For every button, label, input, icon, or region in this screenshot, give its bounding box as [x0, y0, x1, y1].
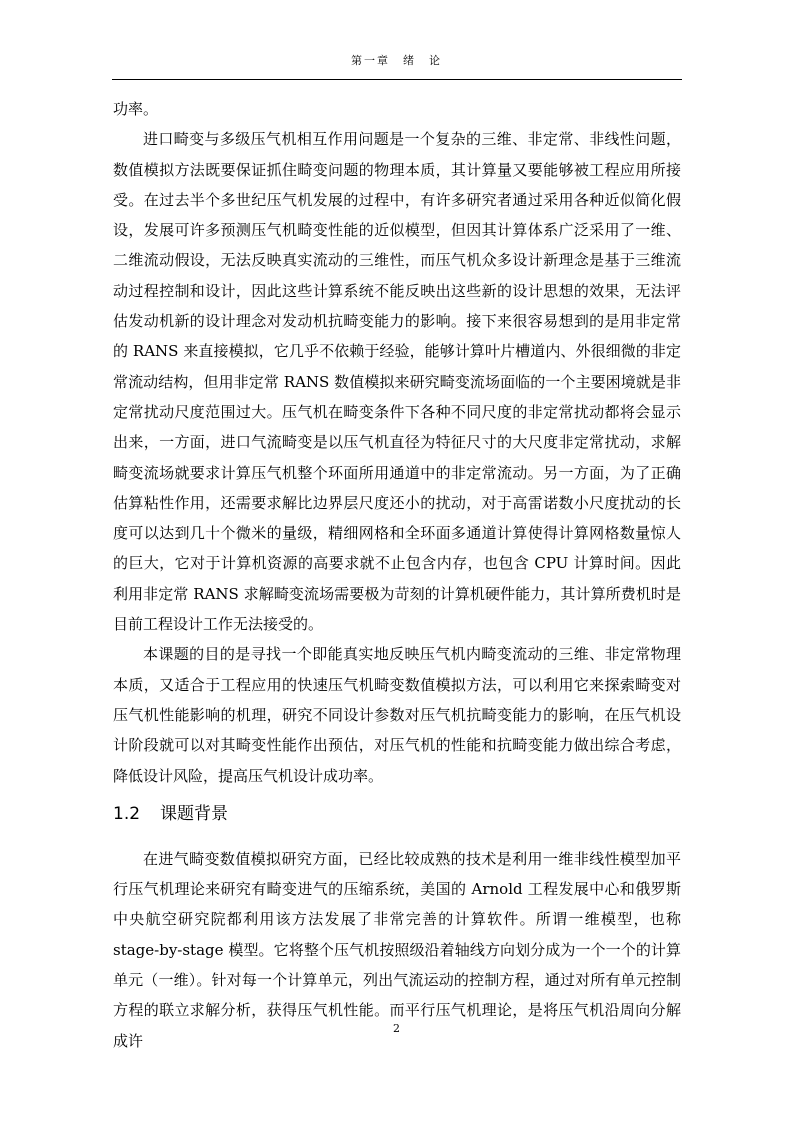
paragraph-continuation: 功率。	[113, 100, 159, 118]
page-number: 2	[393, 1022, 400, 1035]
running-header: 第一章 绪 论	[351, 54, 442, 67]
section-number: 1.2	[113, 803, 141, 824]
paragraph-background: 在进气畸变数值模拟研究方面，已经比较成熟的技术是利用一维非线性模型加平行压气机理论来研究有畸变进气的压缩系统，美国的 Arnold 工程发展中心和俄罗斯中央航空研究院都利用该方法发展了非常完善的计算软件。所谓一维模型，也称 stage-by-stage 模型。它将整个压气机按照级沿着轴线方向划分成为一个一个的计算单元（一维）。针对每一个计算单元，列出气流运动的控制方程，通过对所有单元控制方程的联立求解分析，获得压气机性能。而平行压气机理论，是将压气机沿周向分解成许	[113, 849, 681, 1050]
section-title: 课题背景	[160, 803, 229, 824]
paragraph-distortion-problem: 进口畸变与多级压气机相互作用问题是一个复杂的三维、非定常、非线性问题，数值模拟方法既要保证抓住畸变问题的物理本质，其计算量又要能够被工程应用所接受。在过去半个多世纪压气机发展的过程中，有许多研究者通过采用各种近似简化假设，发展可许多预测压气机畸变性能的近似模型，但因其计算体系广泛采用了一维、二维流动假设，无法反映真实流动的三维性，而压气机众多设计新理念是基于三维流动过程控制和设计，因此这些计算系统不能反映出这些新的设计思想的效果，无法评估发动机新的设计理念对发动机抗畸变能力的影响。接下来很容易想到的是用非定常的 RANS 来直接模拟，它几乎不依赖于经验，能够计算叶片槽道内、外很细微的非定常流动结构，但用非定常 RANS 数值模拟来研究畸变流场面临的一个主要困境就是非定常扰动尺度范围过大。压气机在畸变条件下各种不同尺度的非定常扰动都将会显示出来，一方面，进口气流畸变是以压气机直径为特征尺寸的大尺度非定常扰动，求解畸变流场就要求计算压气机整个环面所用通道中的非定常流动。另一方面，为了正确估算粘性作用，还需要求解比边界层尺度还小的扰动，对于高雷诺数小尺度扰动的长度可以达到几十个微米的量级，精细网格和全环面多通道计算使得计算网格数量惊人的巨大，它对于计算机资源的高要求就不止包含内存，也包含 CPU 计算时间。因此利用非定常 RANS 求解畸变流场需要极为苛刻的计算机硬件能力，其计算所费机时是目前工程设计工作无法接受的。	[113, 130, 681, 634]
page-body	[113, 94, 681, 1056]
section-heading	[113, 797, 681, 831]
header-rule	[112, 79, 682, 80]
paragraph-research-goal: 本课题的目的是寻找一个即能真实地反映压气机内畸变流动的三维、非定常物理本质，又适合于工程应用的快速压气机畸变数值模拟方法，可以利用它来探索畸变对压气机性能影响的机理，研究不同设计参数对压气机抗畸变能力的影响，在压气机设计阶段就可以对其畸变性能作出预估，对压气机的性能和抗畸变能力做出综合考虑，降低设计风险，提高压气机设计成功率。	[113, 645, 681, 785]
